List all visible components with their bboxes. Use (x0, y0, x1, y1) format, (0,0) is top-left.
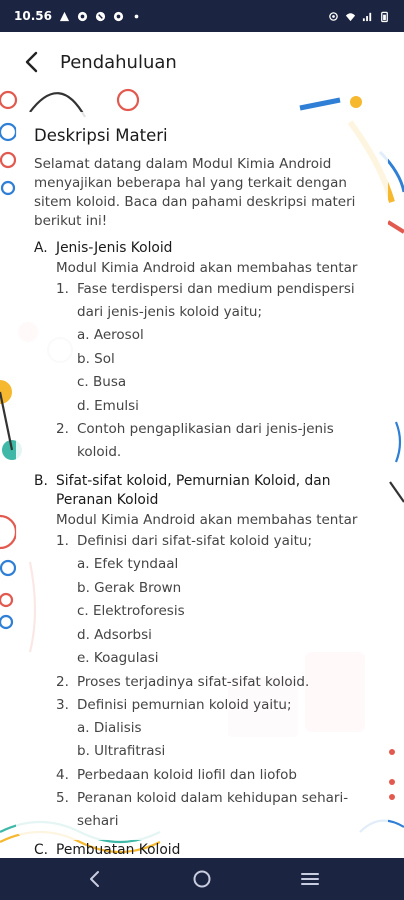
sub-item: b. Sol (77, 350, 115, 367)
nav-home-button[interactable] (187, 864, 217, 894)
section-letter: C. (34, 841, 49, 858)
sub-item: a. Dialisis (77, 719, 142, 736)
list-item (56, 787, 372, 833)
item-text: Definisi pemurnian koloid yaitu; (77, 696, 292, 713)
status-bar (0, 0, 404, 32)
item-number: 1. (56, 533, 69, 549)
system-nav-bar (0, 858, 404, 900)
list-item (56, 694, 372, 717)
section-heading (34, 472, 372, 510)
item-number: 5. (56, 789, 69, 806)
item-text: Contoh pengaplikasian dari jenis-jenis koloid. (77, 421, 334, 460)
page-title: Pendahuluan (60, 51, 177, 73)
app-bar (0, 32, 404, 92)
list-item (56, 764, 372, 787)
nav-home-icon (192, 869, 212, 889)
back-button[interactable] (18, 49, 44, 75)
back-arrow-icon (23, 51, 39, 73)
sub-item: d. Adsorbsi (77, 626, 152, 643)
sub-item: c. Busa (77, 374, 127, 390)
nav-back-icon (87, 870, 101, 888)
intro-text: Selamat datang dalam Modul Kimia Android menyajikan beberapa hal yang terkait dengan sitem koloid. Baca dan pahami deskripsi materi berikut ini! (34, 156, 356, 229)
section-heading (34, 841, 372, 860)
item-text: Proses terjadinya sifat-sifat koloid. (77, 673, 310, 690)
status-time: 10.56 (14, 9, 52, 23)
notification-icon-3 (113, 11, 124, 22)
warning-icon (59, 11, 70, 22)
nav-recents-button[interactable] (295, 864, 325, 894)
wifi-icon (345, 11, 356, 22)
list-item (56, 671, 372, 694)
item-number: 4. (56, 766, 69, 783)
sub-item: d. Emulsi (77, 397, 139, 414)
section-c (34, 841, 372, 860)
section-b (34, 472, 372, 833)
section-description: Modul Kimia Android akan membahas tentar (56, 260, 358, 276)
section-title: Pembuatan Koloid (56, 841, 181, 858)
item-text: Peranan koloid dalam kehidupan sehari-sehari (77, 789, 349, 829)
list-item (56, 530, 372, 553)
section-heading (34, 239, 372, 258)
item-number: 3. (56, 696, 69, 713)
notification-icon (77, 11, 88, 22)
list-item (56, 418, 372, 464)
item-text: Perbedaan koloid liofil dan liofob (77, 766, 297, 783)
dot-icon (131, 11, 142, 22)
sub-item: b. Gerak Brown (77, 579, 182, 596)
content-card (16, 112, 388, 858)
section-title: Jenis-Jenis Koloid (56, 240, 173, 256)
nav-back-button[interactable] (79, 864, 109, 894)
section-letter: B. (34, 473, 48, 489)
item-text: Fase terdispersi dan medium pendispersi dari jenis-jenis koloid yaitu; (77, 281, 355, 320)
sub-item: e. Koagulasi (77, 650, 159, 666)
section-description: Modul Kimia Android akan membahas tentar (56, 512, 358, 528)
item-text: Definisi dari sifat-sifat koloid yaitu; (77, 533, 313, 549)
card-title: Deskripsi Materi (34, 126, 168, 145)
item-number: 2. (56, 673, 69, 690)
item-number: 1. (56, 281, 69, 297)
section-letter: A. (34, 240, 48, 256)
battery-icon (379, 11, 390, 22)
sub-item: a. Efek tyndaal (77, 556, 179, 572)
sub-item: c. Elektroforesis (77, 603, 185, 619)
sub-item: a. Aerosol (77, 327, 144, 343)
signal-icon (362, 11, 373, 22)
section-title: Sifat-sifat koloid, Pemurnian Koloid, dan Peranan Koloid (56, 473, 331, 508)
nav-recents-icon (301, 871, 319, 887)
hotspot-icon (328, 11, 339, 22)
sub-item: b. Ultrafitrasi (77, 743, 166, 759)
section-a (34, 239, 372, 464)
list-item (56, 278, 372, 324)
item-number: 2. (56, 421, 69, 437)
notification-icon-2 (95, 11, 106, 22)
